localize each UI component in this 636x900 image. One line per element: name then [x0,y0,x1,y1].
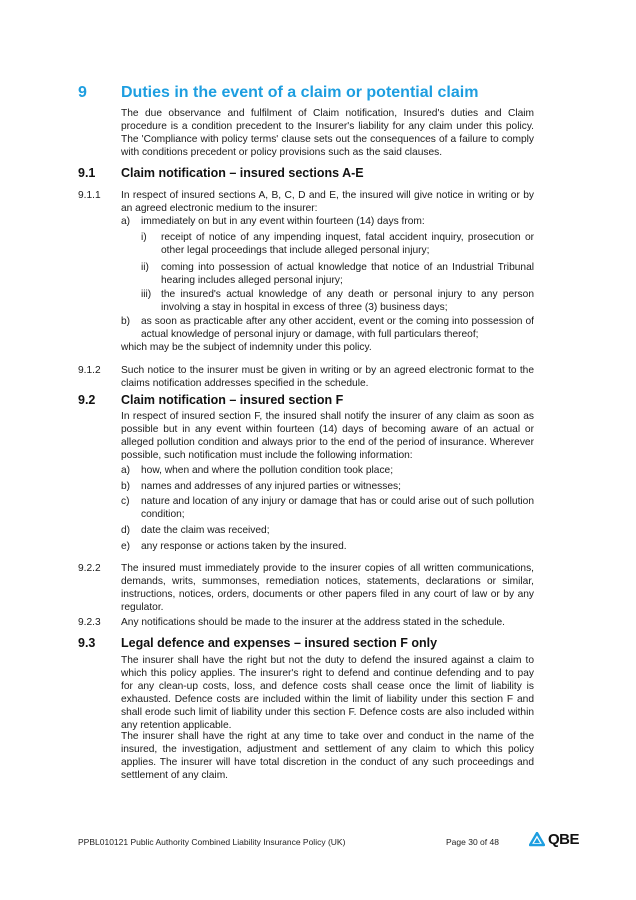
clause-9-2-2-text: The insured must immediately provide to the insurer copies of all written communications, demands, writs, summonses, remediation notices, statements, declarations or similar, instructions, notices, orders, documents or other papers filed in any court of law or by any regulator. [121,563,534,613]
footer-document-title: PPBL010121 Public Authority Combined Liability Insurance Policy (UK) [78,837,346,847]
qbe-logo [529,831,579,848]
clause-9-1-2-text: Such notice to the insurer must be given in writing or by an agreed electronic format to the claims notification addresses specified in the schedule. [121,365,534,389]
subsection-9-3-para-1: The insurer shall have the right but not the duty to defend the insured against a claim to which this policy applies. The insurer's right to defend and continue defending and to pay for any clean-up costs, loss, and defence costs shall cease once the limit of liability is exhausted. Defence costs are included within the limit of liability under this section F and shall erode such limit of liability under this section F. Defence costs are also included within any retention applicable. [121,655,534,731]
clause-9-1-1-tail: which may be the subject of indemnity under this policy. [121,342,372,353]
qbe-logo-text: QBE [548,831,580,848]
section-title: Duties in the event of a claim or potential claim [121,84,479,101]
page-number: Page 30 of 48 [446,837,499,847]
qbe-logo-mark-icon [529,832,545,848]
document-page: 9 Duties in the event of a claim or potential claim The due observance and fulfilment of Claim notification, Insured's duties and Claim procedure is a condition precedent to the Insurer's liability for any claim under this policy. The 'Compliance with policy terms' clause sets out the consequences of a failure to comply with conditions precedent or policy provisions such as the said clauses. 9.1 Claim notification – insured sections A-E 9.1.1 In respect of insured sections A, B, C, D and E, the insured will give notice in writing or by an agreed electronic medium to the insurer: a) immediately on but in any event within fourteen (14) days from: i) receipt of notice of any impending inquest, fatal accident inquiry, prosecution or other legal proceedings that include alleged personal injury; ii) coming into possession of actual knowledge that notice of an Industrial Tribunal hearing includes alleged personal injury; iii) the insured's actual knowledge of any death or personal injury to any person involving a stay in hospital in excess of three (3) business days; b) as soon as practicable after any other accident, event or the coming into possession of actual knowledge of personal injury or damage, with full particulars thereof; which may be the subject of indemnity under this policy. 9.1.2 Such notice to the insurer must be given in writing or by an agreed electronic format to the claims notification addresses specified in the schedule. 9.2 Claim notification – insured section F In respect of insured section F, the insured shall notify the insurer of any claim as soon as possible but in any event within fourteen (14) days of becoming aware of an actual or alleged pollution condition and always prior to the end of the period of insurance. Wherever possible, such notification must include the following information: a) how, when and where the pollution condition took place; b) names and addresses of any injured parties or witnesses; c) nature and location of any injury or damage that has or could arise out of such pollution condition; d) date the claim was received; e) any response or actions taken by the insured. 9.2.2 The insured must immediately provide to the insurer copies of all written communications, demands, writs, summonses, remediation notices, statements, declarations or similar, instructions, notices, orders, documents or other papers filed in any court of law or by any regulator. 9.2.3 Any notifications should be made to the insurer at the address stated in the schedule. 9.3 Legal defence and expenses – insured section F only The insurer shall have the right but not the duty to defend the insured against a claim to which this policy applies. The insurer's right to defend and continue defending and to pay for any clean-up costs, loss, and defence costs shall cease once the limit of liability is exhausted. Defence costs are included within the limit of liability under this section F and shall erode such limit of liability under this section F. Defence costs are also included within any retention applicable. The insurer shall have the right at any time to take over and conduct in the name of the insured, the investigation, adjustment and settlement of any claim to which this policy applies. The insurer will have total discretion in the conduct of any such proceedings and settlement of any claim. PPBL010121 Public Authority Combined Liability Insurance Policy (UK) Page 30 of 48 QBE [78,84,580,848]
section-intro: The due observance and fulfilment of Claim notification, Insured's duties and Claim procedure is a condition precedent to the Insurer's liability for any claim under this policy. The 'Compliance with policy terms' clause sets out the consequences of a failure to comply with conditions precedent or policy provisions such as the said clauses. [121,108,534,158]
subsection-9-2-intro: In respect of insured section F, the insured shall notify the insurer of any claim as soon as possible but in any event within fourteen (14) days of becoming aware of an actual or alleged pollution condition and always prior to the end of the period of insurance. Wherever possible, such notification must include the following information: [121,411,534,461]
clause-9-2-3-text: Any notifications should be made to the insurer at the address stated in the schedule. [121,617,505,628]
clause-9-1-1-text: In respect of insured sections A, B, C, D and E, the insured will give notice in writing or by an agreed electronic medium to the insurer: [121,190,534,214]
section-number: 9 [78,84,87,101]
subsection-9-3-para-2: The insurer shall have the right at any time to take over and conduct in the name of the insured, the investigation, adjustment and settlement of any claim to which this policy applies. The insurer will have total discretion in the conduct of any such proceedings and settlement of any claim. [121,731,534,781]
